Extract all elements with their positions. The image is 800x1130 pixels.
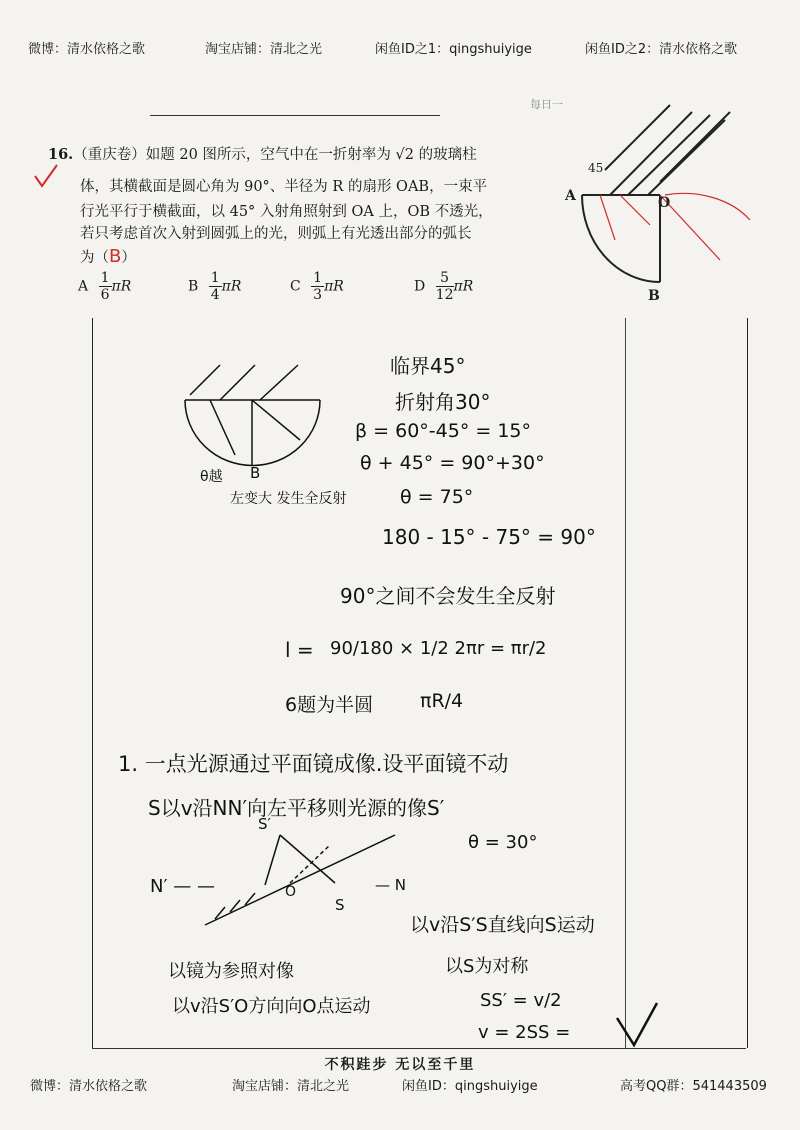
question-line-4: 若只考虑首次入射到圆弧上的光，则弧上有光透出部分的弧长 xyxy=(80,226,472,242)
choice-c: C $\frac{1}{3}$ πR xyxy=(290,270,344,303)
label-n-prime: N′ — — xyxy=(150,876,215,897)
choice-d: D $\frac{5}{12}$ πR xyxy=(414,270,474,303)
problem-1-reference: 以镜为参照对像 xyxy=(168,961,294,982)
note-critical-angle: 临界45° xyxy=(390,354,466,378)
sketch-note-2: 左变大 发生全反射 xyxy=(230,491,347,507)
red-check-icon xyxy=(32,162,60,190)
footer-taobao: 淘宝店铺：清北之光 xyxy=(232,1079,350,1094)
question-line-5 xyxy=(80,246,136,267)
problem-1-line-1: 1. 一点光源通过平面镜成像.设平面镜不动 xyxy=(118,752,509,776)
label-n: — N xyxy=(375,876,406,894)
note-refraction-angle: 折射角30° xyxy=(395,390,491,414)
question-blank-open: 为（ xyxy=(80,250,109,266)
question-blank-close: ） xyxy=(121,250,136,266)
choice-a: A $\frac{1}{6}$ πR xyxy=(78,270,132,303)
sketch-note-1: θ越 xyxy=(200,469,223,485)
question-line-3: 行光平行于横截面，以 45° 入射角照射到 OA 上，OB 不透光， xyxy=(80,204,493,220)
mirror-sketch xyxy=(195,815,425,935)
question-source: （重庆卷） xyxy=(73,147,146,163)
checkmark-icon xyxy=(612,1000,662,1050)
note-arc-length: 90/180 × 1/2 2πr = πr/2 xyxy=(330,638,547,659)
note-no-total-reflection: 90°之间不会发生全反射 xyxy=(340,584,556,608)
header-xianyu-2: 闲鱼ID之2：清水依格之歌 xyxy=(585,42,738,57)
problem-1-motion: 以v沿S′S直线向S运动 xyxy=(410,914,595,936)
footer-weibo: 微博：清水依格之歌 xyxy=(30,1079,148,1094)
note-beta: β = 60°-45° = 15° xyxy=(355,420,532,442)
note-semicircle: 6题为半圆 xyxy=(285,694,374,716)
faint-top-text: 每日一 xyxy=(530,98,563,111)
problem-1-ss: SS′ = v/2 xyxy=(480,990,562,1011)
note-theta: θ = 75° xyxy=(400,486,474,508)
question-text-1: 如题 20 图所示，空气中在一折射率为 √2 的玻璃柱 xyxy=(145,147,477,163)
footer-xianyu: 闲鱼ID：qingshuiyige xyxy=(402,1079,538,1094)
header-taobao: 淘宝店铺：清北之光 xyxy=(205,42,323,57)
problem-1-theta: θ = 30° xyxy=(468,832,538,853)
figure-label-b: B xyxy=(648,288,660,304)
label-s-prime: S′ xyxy=(258,815,271,833)
question-number: 16. xyxy=(48,146,74,163)
sketch-label-b: B xyxy=(250,464,261,482)
problem-1-symmetry: 以S为对称 xyxy=(445,956,529,977)
figure-label-a: A xyxy=(565,188,576,204)
problem-1-v: v = 2SS = xyxy=(478,1022,571,1043)
top-rule xyxy=(150,115,440,116)
note-semicircle-result: πR/4 xyxy=(420,690,464,712)
note-angle-sum: 180 - 15° - 75° = 90° xyxy=(382,525,596,549)
header-xianyu-1: 闲鱼ID之1：qingshuiyige xyxy=(375,42,532,57)
header-weibo: 微博：清水依格之歌 xyxy=(28,42,146,57)
question-line-1 xyxy=(48,143,477,164)
label-o: O xyxy=(285,884,297,900)
problem-1-direction: 以v沿S′O方向向O点运动 xyxy=(172,996,371,1017)
choice-b: B $\frac{1}{4}$ πR xyxy=(188,270,242,303)
label-s: S xyxy=(335,896,345,914)
problem-1-line-2: S以v沿NN′向左平移则光源的像S′ xyxy=(148,796,445,820)
note-theta-sum: θ + 45° = 90°+30° xyxy=(360,452,545,474)
margin-line xyxy=(625,318,626,1048)
question-line-2: 体，其横截面是圆心角为 90°、半径为 R 的扇形 OAB，一束平 xyxy=(80,179,488,195)
note-arc-length-label: l = xyxy=(285,638,314,662)
handwritten-answer: B xyxy=(109,246,122,267)
figure-angle-label: 45 xyxy=(588,161,604,175)
figure-label-o: O xyxy=(658,195,671,211)
motto: 不积跬步 无以至千里 xyxy=(324,1057,476,1073)
question-figure xyxy=(560,100,780,305)
footer-qq: 高考QQ群：541443509 xyxy=(620,1079,767,1094)
handwritten-sketch xyxy=(180,360,330,470)
